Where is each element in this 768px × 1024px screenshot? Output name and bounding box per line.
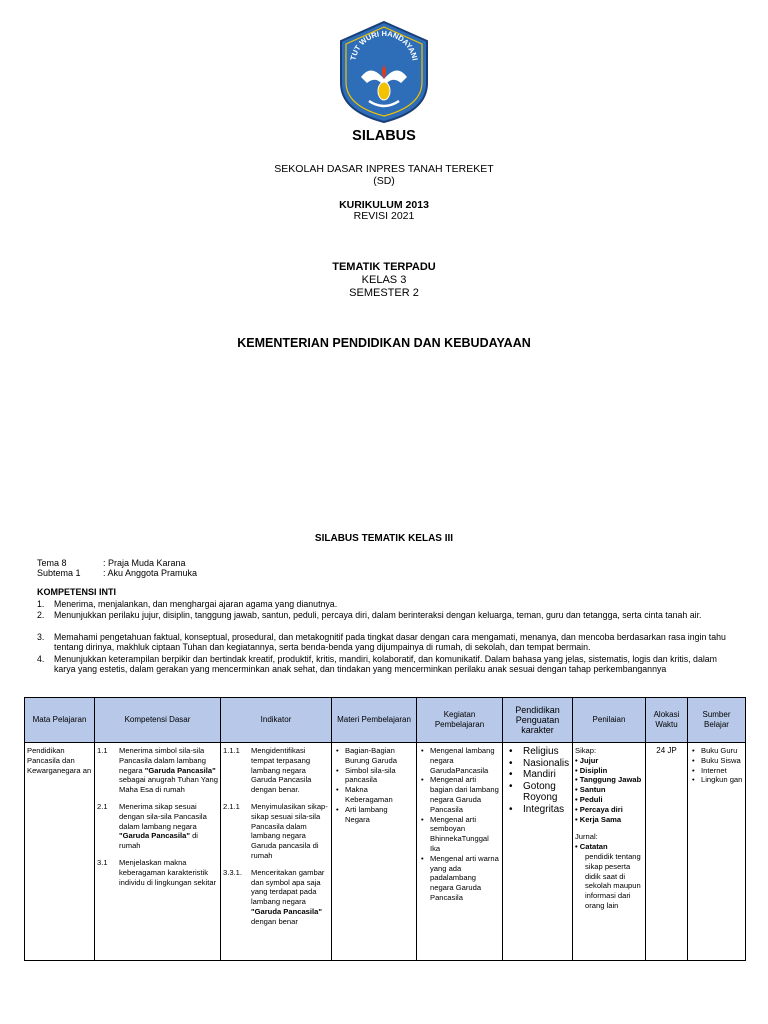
header-indikator: Indikator xyxy=(221,698,332,743)
table-header-row xyxy=(25,698,746,743)
ki-number: 2. xyxy=(37,610,45,620)
list-item: • Bagian-Bagian Burung Garuda xyxy=(345,746,414,766)
indikator-item xyxy=(223,868,329,927)
theme-name: TEMATIK TERPADU xyxy=(332,261,436,273)
list-item: • Mengenal arti warna yang ada padalambang negara Garuda Pancasila xyxy=(430,854,500,903)
header-kegiatan: Kegiatan Pembelajaran xyxy=(417,698,503,743)
header-materi: Materi Pembelajaran xyxy=(332,698,417,743)
kd-bold: "Garuda Pancasila" xyxy=(144,765,216,775)
ki-text: Menunjukkan keterampilan berpikir dan bertindak kreatif, produktif, kritis, mandiri, kolaboratif, dan komunikatif. Dalam bahasa yang jelas, sistematis, logis dan kritis, dalam karya yang estetis, dalam gerakan yang mencerminkan anak sehat, dan tindakan yang mencerminkan perilaku anak sesuai dengan tahap perkembangannya xyxy=(54,654,718,675)
kd-number: 1.1 xyxy=(97,746,108,755)
logo-motto: TUT WURI HANDAYANI xyxy=(348,28,420,62)
indikator-text: Mengidentifikasi tempat terpasang lambang negara Garuda Pancasila dengan benar. xyxy=(251,746,312,795)
list-item: • Simbol sila-sila pancasila xyxy=(345,766,414,786)
sumber-list xyxy=(690,746,743,785)
ki-item xyxy=(37,654,733,674)
subtema-value: : Aku Anggota Pramuka xyxy=(103,568,198,578)
list-item: • Buku Guru xyxy=(701,746,743,756)
ki-item xyxy=(37,632,733,652)
header-kompetensi-dasar: Kompetensi Dasar xyxy=(95,698,221,743)
list-item: • Nasionalis xyxy=(523,758,570,770)
document-title: SILABUS xyxy=(352,128,416,144)
sikap-label: Sikap: xyxy=(575,746,597,755)
sikap-item: • Tanggung Jawab xyxy=(575,775,642,785)
list-item: • Mengenal lambang negara GarudaPancasila xyxy=(430,746,500,775)
kompetensi-inti-title: KOMPETENSI INTI xyxy=(37,587,117,597)
header-karakter: Pendidikan Penguatan karakter xyxy=(503,698,573,743)
theme-semester: SEMESTER 2 xyxy=(349,287,419,299)
sikap-item: • Santun xyxy=(575,785,606,795)
kd-number: 3.1 xyxy=(97,857,108,867)
header-sumber: Sumber Belajar xyxy=(688,698,746,743)
catatan-text: pendidik tentang sikap peserta didik saat di sekolah maupun informasi dari orang lain xyxy=(585,851,641,910)
theme-kelas: KELAS 3 xyxy=(361,274,407,286)
indikator-text: Menceritakan gambar dan symbol apa saja yang terdapat pada lambang negara xyxy=(251,867,325,907)
cell-indikator xyxy=(221,743,332,961)
curriculum-name: KURIKULUM 2013 xyxy=(339,199,429,211)
school-level: (SD) xyxy=(373,175,395,187)
cell-penilaian xyxy=(573,743,646,961)
list-item: • Internet xyxy=(701,766,743,776)
indikator-rest: dengan benar xyxy=(251,916,298,926)
sikap-item: • Kerja Sama xyxy=(575,814,622,824)
kd-rest: sebagai anugrah Tuhan Yang Maha Esa di rumah xyxy=(119,775,218,795)
indikator-number: 2.1.1 xyxy=(223,801,240,811)
kd-item xyxy=(97,802,218,851)
ki-text: Menunjukkan perilaku jujur, disiplin, tanggung jawab, santun, peduli, percaya diri, dalam berinteraksi dengan keluarga, teman, guru dan tetangga, serta cinta tanah air. xyxy=(54,610,702,620)
kd-bold: "Garuda Pancasila" xyxy=(119,831,190,841)
list-item: • Mengenal arti semboyan BhinnekaTunggal Ika xyxy=(430,815,500,854)
indikator-item xyxy=(223,802,329,861)
jurnal-label: Jurnal: xyxy=(575,832,598,842)
ki-number: 4. xyxy=(37,654,45,664)
kd-number: 2.1 xyxy=(97,801,108,811)
ki-text: Menerima, menjalankan, dan menghargai ajaran agama yang dianutnya. xyxy=(54,599,338,609)
materi-list xyxy=(334,746,414,824)
kd-text: Menerima sikap sesuai dengan sila-sila Pancasila dalam lambang negara xyxy=(119,801,207,831)
cell-sumber xyxy=(688,743,746,961)
header-penilaian: Penilaian xyxy=(573,698,646,743)
list-item: • Lingkun gan xyxy=(701,775,743,785)
list-item: • Makna Keberagaman xyxy=(345,785,414,805)
kd-item xyxy=(97,858,218,887)
sikap-item: • Percaya diri xyxy=(575,804,623,814)
sikap-item: • Disiplin xyxy=(575,765,608,775)
kd-text: Menerima simbol sila-sila Pancasila dalam lambang negara xyxy=(119,746,206,775)
tema-value: : Praja Muda Karana xyxy=(103,558,186,568)
indikator-text: Menyimulasikan sikap-sikap sesuai sila-sila Pancasila dalam lambang negara Garuda pancasila di rumah xyxy=(251,801,328,860)
catatan-label: • Catatan xyxy=(575,842,608,852)
list-item: • Buku Siswa xyxy=(701,756,743,766)
ki-number: 3. xyxy=(37,632,45,642)
cell-kegiatan xyxy=(417,743,503,961)
indikator-number: 3.3.1. xyxy=(223,867,242,877)
header-mata-pelajaran: Mata Pelajaran xyxy=(25,698,95,743)
list-item: • Mandiri xyxy=(523,769,570,781)
school-name: SEKOLAH DASAR INPRES TANAH TEREKET xyxy=(274,163,494,175)
sikap-item: • Jujur xyxy=(575,755,599,765)
cell-kompetensi-dasar xyxy=(95,743,221,961)
kegiatan-list xyxy=(419,746,500,903)
ki-item xyxy=(37,610,733,620)
kd-text: Menjelaskan makna keberagaman karakteristik individu di lingkungan sekitar xyxy=(119,857,217,887)
indikator-number: 1.1.1 xyxy=(223,746,240,755)
tema-label: Tema 8 xyxy=(37,558,67,568)
ministry-name: KEMENTERIAN PENDIDIKAN DAN KEBUDAYAAN xyxy=(237,336,531,350)
silabus-table xyxy=(24,697,746,961)
cell-karakter xyxy=(503,743,573,961)
list-item: • Arti lambang Negara xyxy=(345,805,414,825)
ki-number: 1. xyxy=(37,599,45,609)
cell-subject: Pendidikan Pancasila dan Kewarganegara an xyxy=(25,743,95,961)
kd-rest: di rumah xyxy=(119,831,198,851)
cell-alokasi: 24 JP xyxy=(646,743,688,961)
tut-wuri-handayani-logo xyxy=(331,19,437,125)
list-item: • Integritas xyxy=(523,804,570,816)
header-alokasi: Alokasi Waktu xyxy=(646,698,688,743)
list-item: • Gotong Royong xyxy=(523,781,570,804)
sikap-item: • Peduli xyxy=(575,794,603,804)
ki-text: Memahami pengetahuan faktual, konseptual, prosedural, dan metakognitif pada tingkat dasar dengan cara mengamati, menanya, dan mencoba berdasarkan rasa ingin tahu tentang dirinya, makhluk ciptaan Tuhan dan kegiatannya, serta benda-benda yang dijumpainya di rumah, di sekolah, dan tempat bermain. xyxy=(54,632,726,653)
list-item: • Religius xyxy=(523,746,570,758)
indikator-bold: "Garuda Pancasila" xyxy=(251,906,322,916)
table-row xyxy=(25,743,746,961)
silabus-subtitle: SILABUS TEMATIK KELAS III xyxy=(314,533,454,544)
subtema-label: Subtema 1 xyxy=(37,568,81,578)
ki-item xyxy=(37,599,733,609)
indikator-item xyxy=(223,746,329,795)
kd-item xyxy=(97,746,218,795)
list-item: • Mengenal arti bagian dari lambang negara Garuda Pancasila xyxy=(430,775,500,814)
cell-materi xyxy=(332,743,417,961)
karakter-list xyxy=(505,746,570,815)
curriculum-revision: REVISI 2021 xyxy=(353,210,415,222)
